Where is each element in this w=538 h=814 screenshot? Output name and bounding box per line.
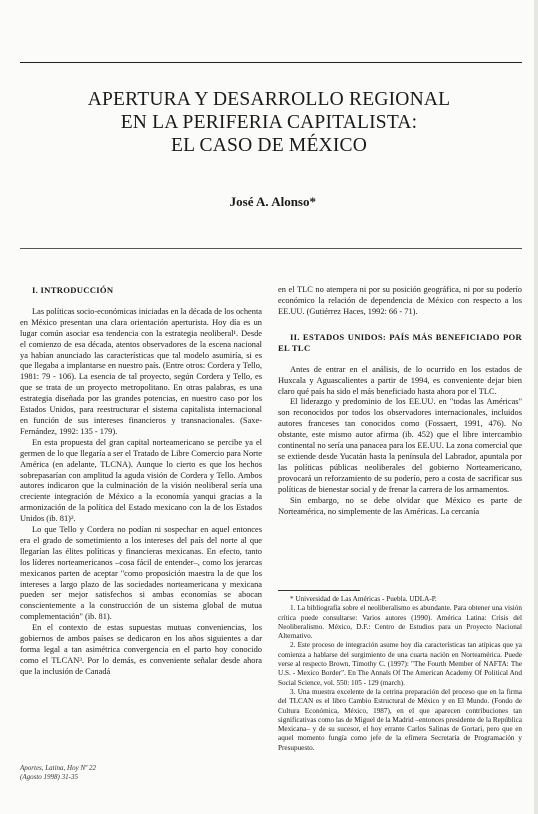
- top-rule: [20, 62, 522, 63]
- title-line-2: EN LA PERIFERIA CAPITALISTA:: [120, 112, 418, 133]
- footnote-2: 2. Este proceso de integración asume hoy día características tan atípicas que ya comienza a hablarse del surgimiento de una cuarta nación en Norteamérica. Puede verse al respecto Brown, Timothy C. (1997): "The Fourth Member of NAFTA: The U.S. - Mexico Border". En The Annals Of The American Academy Of Political And Social Science, vol. 550: 105 - 129 (march).: [278, 641, 522, 687]
- journal-name: Aportes, Latina, Hoy Nº 22: [20, 764, 97, 772]
- paragraph: En esta propuesta del gran capital norteamericano se percibe ya el germen de lo que llegaría a ser el Tratado de Libre Comercio para Norte América (en adelante, TLCNA). Aunque lo cierto es que los hechos sobrepasarían con amplitud la aguda visión de Cordera y Tello. Ambos autores indicaron que la culminación de la visión neoliberal sería una creciente integración de México a la economía yanqui gracias a la armonización de la política del Estado mexicano con la de los Estados Unidos (ib. 81)².: [20, 437, 262, 524]
- title-line-1: APERTURA Y DESARROLLO REGIONAL: [87, 89, 451, 110]
- paragraph: Sin embargo, no se debe olvidar que México es parte de Norteamérica, no simplemente de las Américas. La cercanía: [278, 495, 522, 516]
- left-column: [20, 285, 262, 678]
- scan-edge-shadow: [534, 0, 538, 814]
- footnote-author-affiliation: * Universidad de Las Américas - Puebla. UDLA-P.: [290, 595, 437, 603]
- paragraph: Lo que Tello y Cordera no podían ni sospechar en aquel entonces era el grado de sometimiento a los intereses del país del norte al que llegarían las élites políticas y financieras mexicanas. En efecto, tanto los líderes norteamericanos –cosa fácil de entender–, como los jerarcas mexicanos parten de aceptar "como proposición maestra la de que los intereses a largo plazo de las sociedades norteamericana y mexicana pueden ser mejor satisfechos si ambas economías se abocan conscientemente a la construcción de un sistema global de mutua complementación" (ib. 81).: [20, 525, 262, 622]
- title-separator-rule: [20, 248, 522, 249]
- footnote-3: 3. Una muestra excelente de la cetrina preparación del proceso que en la firma del TLCAN es el libro Cambio Estructural de México y en El Mundo. (Fondo de Cultura Económica, México, 1987), en el que aparecen contribuciones tan significativas como las de Miguel de la Madrid –entonces presidente de la República Mexicana– y de su sucesor, el hoy errante Carlos Salinas de Gortari, pero que en aquel momento fungía como jefe de la efímera Secretaría de Programación y Presupuesto.: [278, 687, 522, 752]
- title-line-3: EL CASO DE MÉXICO: [170, 135, 368, 156]
- paragraph-continuation: en el TLC no atempera ni por su posición geográfica, ni por su poderío económico la relación de dependencia de México con respecto a los EE.UU. (Gutiérrez Haces, 1992: 66 - 71).: [278, 285, 522, 316]
- section-heading-introduccion: I. INTRODUCCIÓN: [32, 285, 114, 295]
- paragraph: Las políticas socio-económicas iniciadas en la década de los ochenta en México presentan una clara orientación aperturista. Hoy día es un lugar común asociar esa tendencia con la estrategia neoliberal¹. Desde el comienzo de esa década, atentos observadores de la escena nacional ya habían anunciado las características que tal modelo asumiría, si es que llegaba a implantarse en nuestro país. (Entre otros: Cordera y Tello, 1981: 79 - 106). La esencia de tal proyecto, según Cordera y Tello, es que se trata de un proyecto metropolitano. En otras palabras, es una estrategia diseñada por las grandes potencias, en nuestro caso por los Estados Unidos, para reestructurar el sistema capitalista internacional en función de sus intereses financieros y transnacionales. (Saxe-Fernández, 1992: 135 - 179).: [20, 306, 262, 436]
- paragraph: El liderazgo y predominio de los EE.UU. en "todas las Américas" son reconocidos por todos los observadores internacionales, incluidos autores franceses tan conocidos como (Fossaert, 1991, 476). No obstante, este mismo autor afirma (ib. 452) que el libre intercambio continental no sería una panacea para los EE.UU. La zona comercial que se extiende desde Yucatán hasta la península del Labrador, apuntala por las políticas públicas neoliberales del gobierno Norteamericano, provocará un reforzamiento de su poderío, pero a costa de sacrificar sus políticas de bienestar social y de frenar la carrera de los armamentos.: [278, 397, 522, 494]
- paragraph: Antes de entrar en el análisis, de lo ocurrido en los estados de Huxcala y Aguascalientes a partir de 1994, es conveniente dejar bien claro qué país ha sido el más beneficiado hasta ahora por el TLC.: [278, 364, 522, 396]
- section-heading-estados-unidos: II. ESTADOS UNIDOS: PAÍS MÁS BENEFICIADO POR EL TLC: [278, 331, 522, 353]
- author-name: José A. Alonso*: [229, 194, 316, 209]
- paragraph: En el contexto de estas supuestas mutuas conveniencias, los gobiernos de ambos países se dedicaron en los años siguientes a dar forma legal a tan asimétrica convergencia en el parto hoy conocido como el TLCAN³. Por lo demás, es conveniente señalar desde ahora que la inclusión de Canadá: [20, 623, 262, 676]
- footnotes: [278, 595, 522, 753]
- right-column: [278, 285, 522, 517]
- journal-citation: [20, 764, 96, 782]
- article-title: [0, 88, 538, 157]
- footnote-1: 1. La bibliografía sobre el neoliberalismo es abundante. Para obtener una visión crítica puede consultarse: Varios autores (1990). América Latina: Crisis del Neoliberalismo. México, D.F.: Centro de Estudios para un Proyecto Nacional Alternativo.: [278, 604, 522, 641]
- journal-issue-pages: (Agosto 1998) 31-35: [20, 773, 78, 781]
- footnote-rule: [278, 590, 360, 591]
